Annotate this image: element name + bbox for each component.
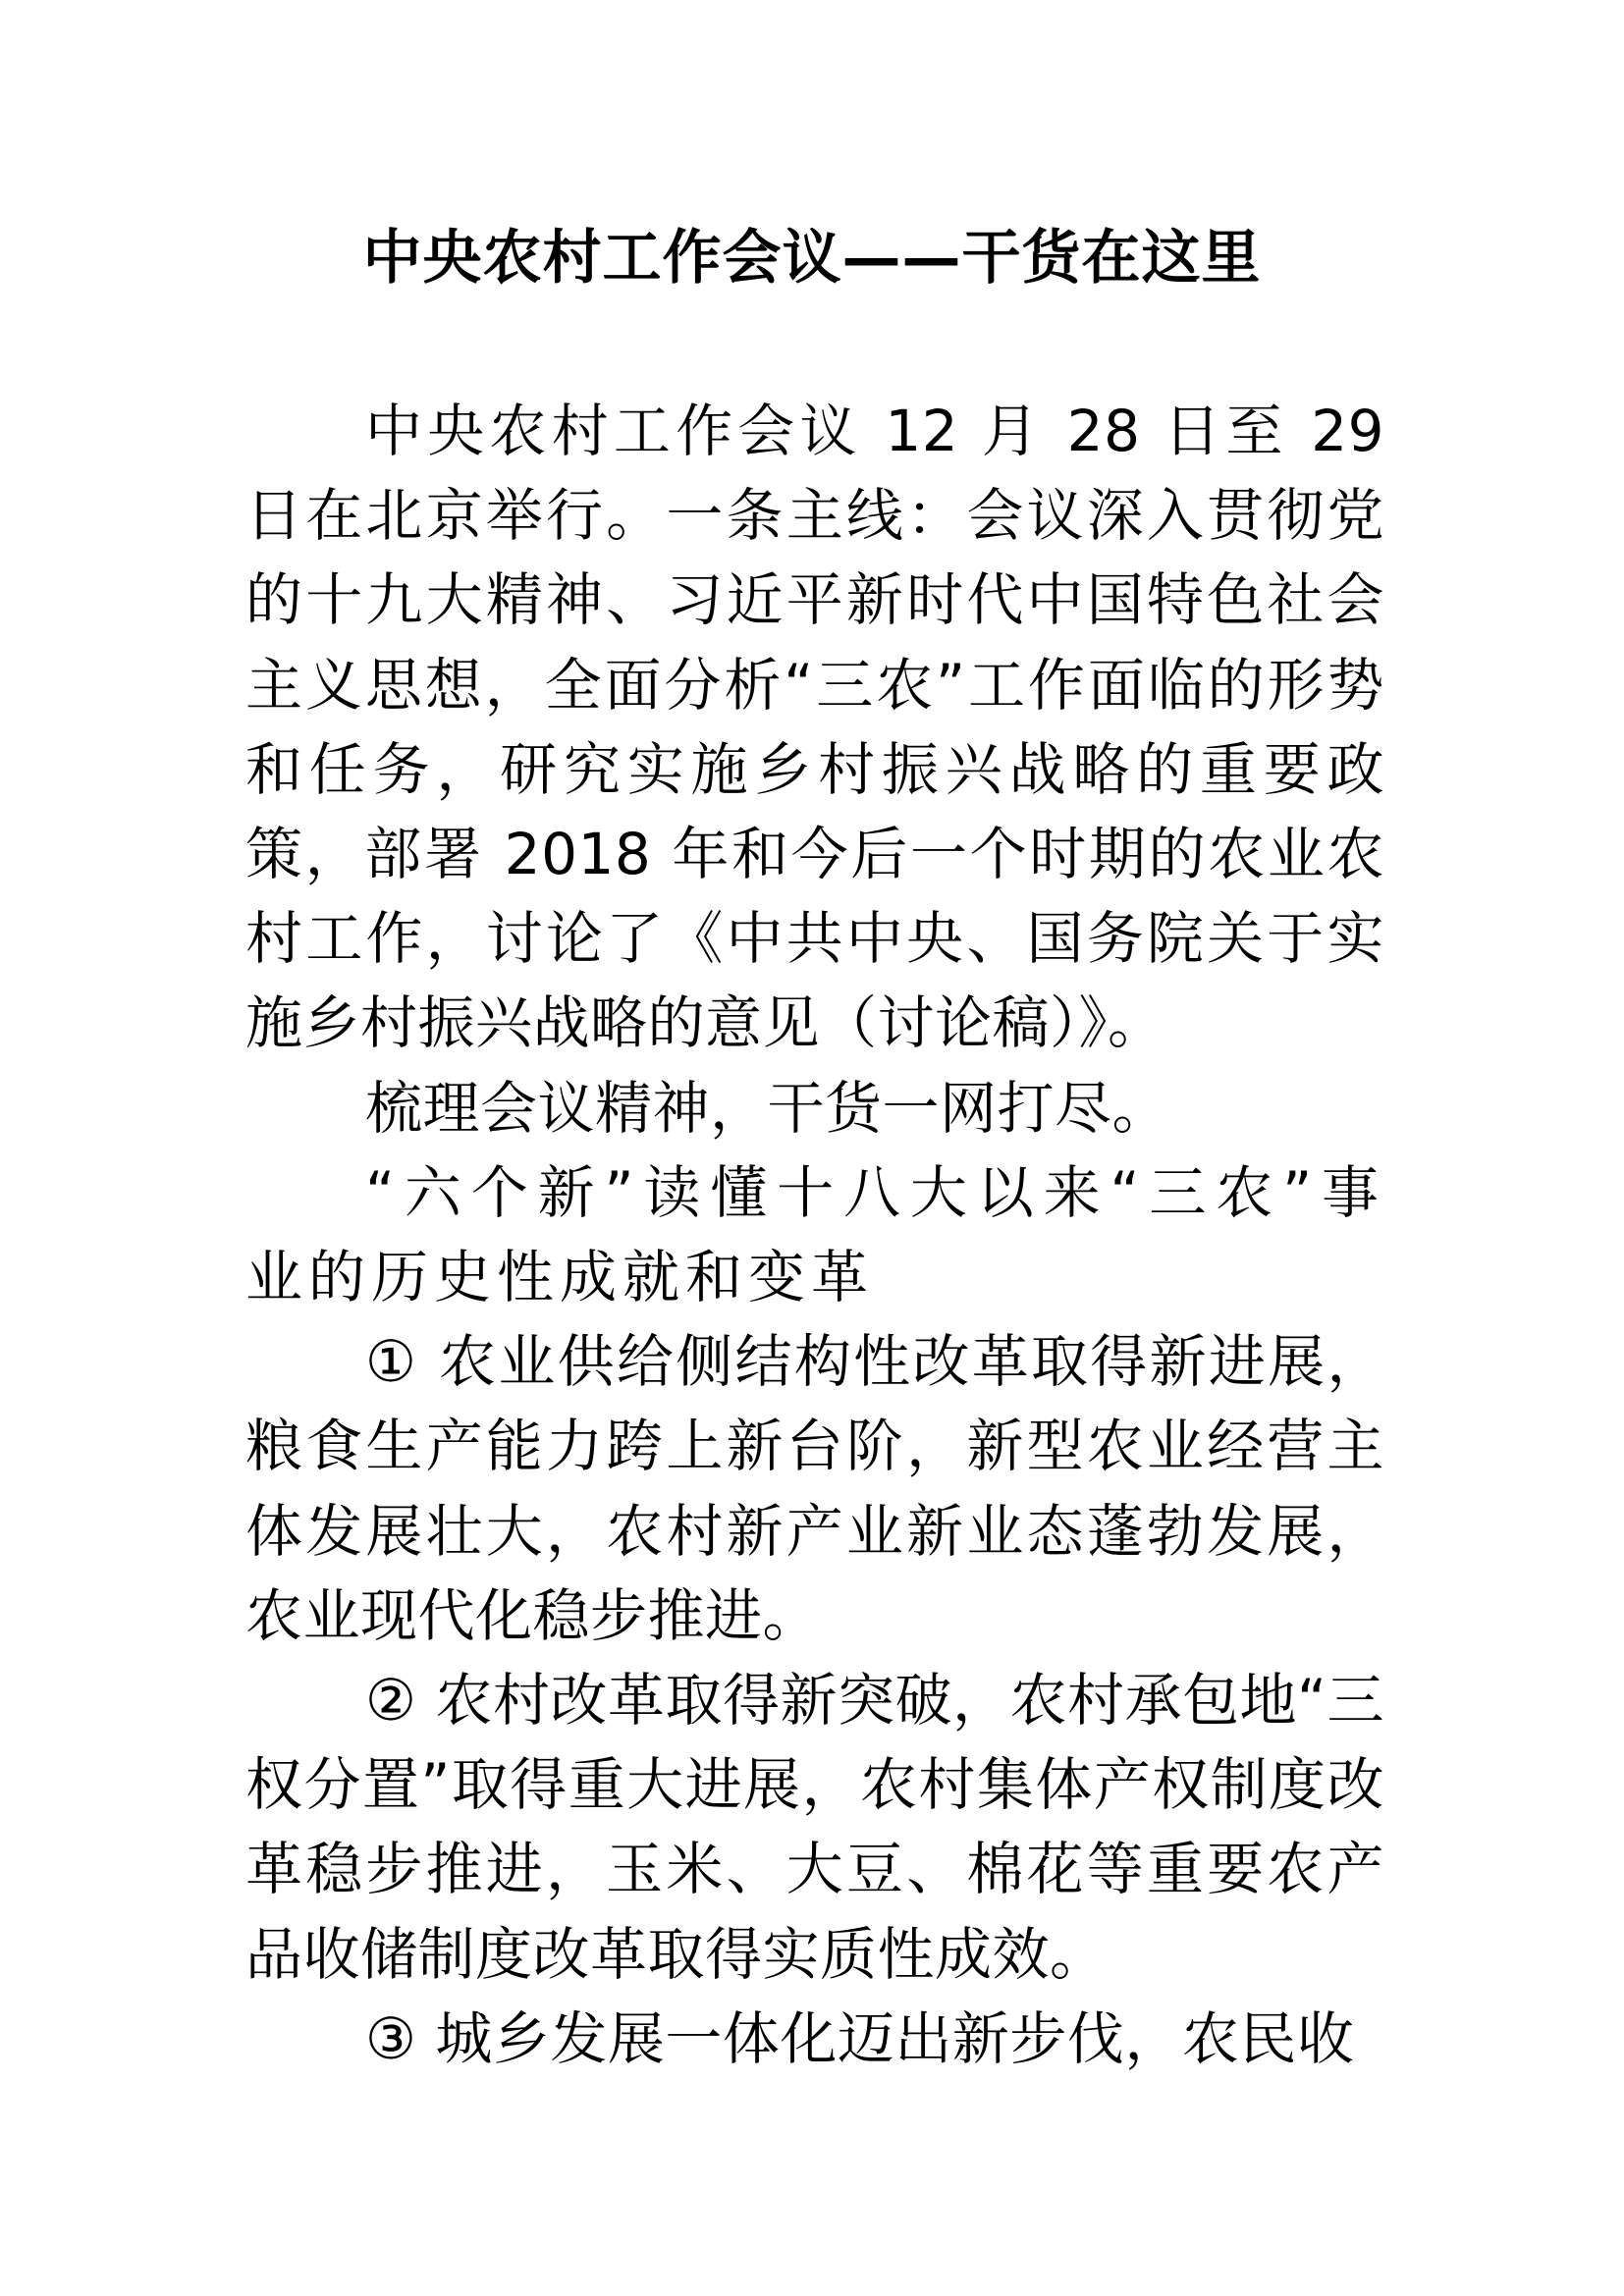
paragraph-meeting-summary: 中央农村工作会议 12 月 28 日至 29 日在北京举行。一条主线：会议深入贯彻党的十九大精神、习近平新时代中国特色社会主义思想，全面分析“三农”工作面临的形势和任务，研究实施乡村振兴战略的重要政策，部署 2018 年和今后一个时期的农业农村工作，讨论了《中共中央、国务院关于实施乡村振兴战略的意见（讨论稿）》。 (245, 398, 1384, 1057)
paragraph-intro: 梳理会议精神，干货一网打尽。 (365, 1074, 1170, 1142)
document-body (245, 389, 1384, 2081)
paragraph-section-heading: “六个新”读懂十八大以来“三农”事业的历史性成就和变革 (245, 1158, 1384, 1311)
document-title: 中央农村工作会议——干货在这里 (362, 224, 1262, 293)
paragraph-item-1: ① 农业供给侧结构性改革取得新进展，粮食生产能力跨上新台阶，新型农业经营主体发展壮大，农村新产业新业态蓬勃发展，农业现代化稳步推进。 (245, 1328, 1384, 1649)
paragraph-item-2: ② 农村改革取得新突破，农村承包地“三权分置”取得重大进展，农村集体产权制度改革稳步推进，玉米、大豆、棉花等重要农产品收储制度改革取得实质性成效。 (245, 1667, 1384, 1988)
paragraph-item-3: ③ 城乡发展一体化迈出新步伐，农民收 (365, 2004, 1355, 2072)
